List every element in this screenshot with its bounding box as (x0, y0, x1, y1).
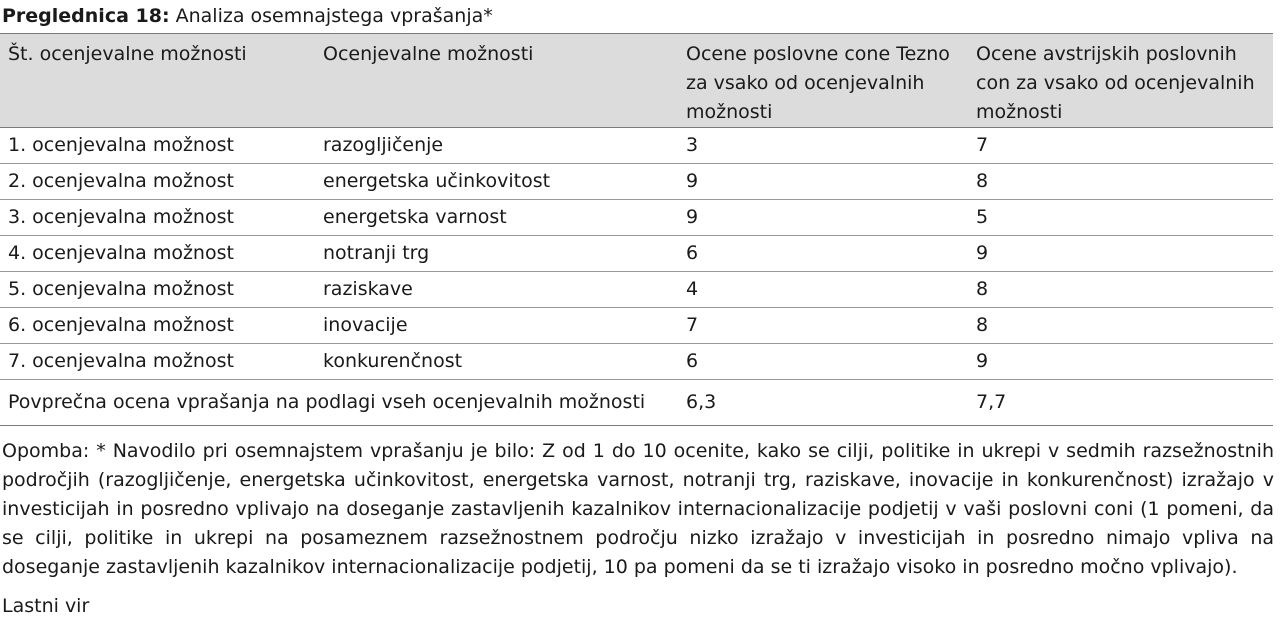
table-row (0, 164, 1273, 200)
cell-option-number: 3. ocenjevalna možnost (0, 200, 315, 236)
cell-option-name: razogljičenje (315, 128, 678, 164)
cell-option-number: 4. ocenjevalna možnost (0, 236, 315, 272)
cell-option-number: 2. ocenjevalna možnost (0, 164, 315, 200)
table-header-row (0, 34, 1273, 128)
table-row (0, 128, 1273, 164)
caption-text: Analiza osemnajstega vprašanja* (175, 5, 493, 27)
cell-austrian-score: 9 (968, 236, 1273, 272)
cell-tezno-score: 3 (678, 128, 968, 164)
cell-option-number: 6. ocenjevalna možnost (0, 308, 315, 344)
table-note: Opomba: * Navodilo pri osemnajstem vprašanju je bilo: Z od 1 do 10 ocenite, kako se cilji, politike in ukrepi v sedmih razsežnostnih področjih (razogljičenje, energetska učinkovitost, energetska varnost, notranji trg, raziskave, inovacije in konkurenčnost) izražajo v investicijah in posredno vplivajo na doseganje zastavljenih kazalnikov internacionalizacije podjetij v vaši poslovni coni (1 pomeni, da se cilji, politike in ukrepi na posameznem razsežnostnem področju nizko izražajo v investicijah in posredno nimajo vpliva na doseganje zastavljenih kazalnikov internacionalizacije podjetij, 10 pa pomeni da se ti izražajo visoko in posredno močno vplivajo). (2, 440, 1274, 578)
cell-tezno-score: 6 (678, 236, 968, 272)
average-label: Povprečna ocena vprašanja na podlagi vseh ocenjevalnih možnosti (0, 380, 678, 426)
cell-austrian-score: 8 (968, 164, 1273, 200)
table-row (0, 236, 1273, 272)
table-source: Lastni vir (2, 595, 90, 617)
table-caption (2, 2, 493, 32)
cell-austrian-score: 9 (968, 344, 1273, 380)
header-option-name: Ocenjevalne možnosti (315, 34, 678, 128)
cell-option-number: 5. ocenjevalna možnost (0, 272, 315, 308)
cell-option-number: 1. ocenjevalna možnost (0, 128, 315, 164)
caption-label: Preglednica 18: (2, 5, 170, 27)
cell-tezno-score: 9 (678, 164, 968, 200)
cell-austrian-score: 7 (968, 128, 1273, 164)
header-tezno-scores: Ocene poslovne cone Tezno za vsako od ocenjevalnih možnosti (678, 34, 968, 128)
cell-option-name: inovacije (315, 308, 678, 344)
cell-option-name: notranji trg (315, 236, 678, 272)
table-row (0, 200, 1273, 236)
header-austrian-scores: Ocene avstrijskih poslovnih con za vsako od ocenjevalnih možnosti (968, 34, 1273, 128)
cell-option-name: raziskave (315, 272, 678, 308)
cell-option-name: energetska varnost (315, 200, 678, 236)
cell-option-name: konkurenčnost (315, 344, 678, 380)
average-row (0, 380, 1273, 426)
cell-austrian-score: 8 (968, 308, 1273, 344)
cell-austrian-score: 8 (968, 272, 1273, 308)
table-row (0, 308, 1273, 344)
cell-tezno-score: 4 (678, 272, 968, 308)
average-austrian: 7,7 (968, 380, 1273, 426)
cell-tezno-score: 6 (678, 344, 968, 380)
cell-tezno-score: 9 (678, 200, 968, 236)
table-row (0, 272, 1273, 308)
cell-option-number: 7. ocenjevalna možnost (0, 344, 315, 380)
cell-tezno-score: 7 (678, 308, 968, 344)
average-tezno: 6,3 (678, 380, 968, 426)
table-row (0, 344, 1273, 380)
header-option-number: Št. ocenjevalne možnosti (0, 34, 315, 128)
cell-option-name: energetska učinkovitost (315, 164, 678, 200)
analysis-table (0, 33, 1273, 426)
cell-austrian-score: 5 (968, 200, 1273, 236)
